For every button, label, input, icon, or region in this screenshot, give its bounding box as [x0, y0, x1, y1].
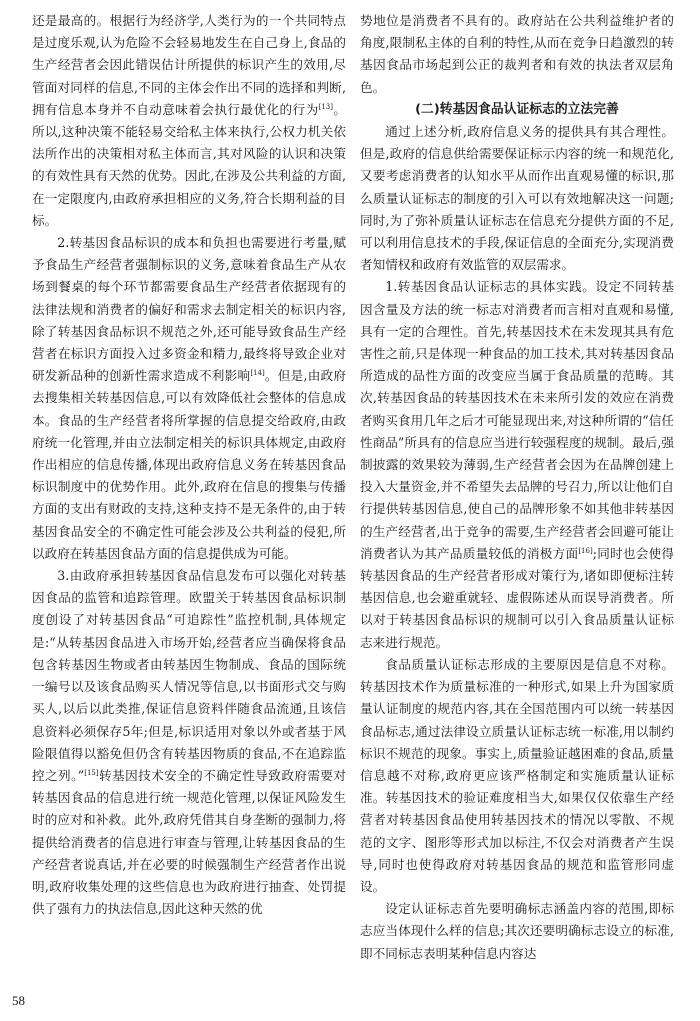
- paragraph: 3.由政府承担转基因食品信息发布可以强化对转基因食品的监管和追踪管理。欧盟关于转基因食品标识制度创设了对转基因食品“可追踪性”监控机制,具体规定是:“从转基因食品进入市场开始,经营者应当确保将食品包含转基因生物或者由转基因生物制成、食品的国际统一编号以及该食品购买人情况等信息,以书面形式交与购买人,以后以此类推,保证信息资料伴随食品流通,且该信息资料必须保存5年;但是,标识适用对象以外或者基于风险限值得以豁免但仍含有转基因物质的食品,不在追踪监控之列。”[15]转基因技术安全的不确定性导致政府需要对转基因食品的信息进行统一规范化管理,以保证风险发生时的应对和补救。此外,政府凭借其自身垄断的强制力,将提供给消费者的信息进行审查与管理,让转基因食品的生产经营者说真话,并在必要的时候强制生产经营者作出说明,政府收集处理的这些信息也为政府进行抽查、处罚提供了强有力的执法信息,因此这种天然的优: [32, 568, 347, 917]
- paragraph: 2.转基因食品标识的成本和负担也需要进行考量,赋予食品生产经营者强制标识的义务,意味着食品生产从农场到餐桌的每个环节都需要食品生产经营者依据现有的法律法规和消费者的偏好和需求去制定相关的标识内容,除了转基因食品标识不规范之外,还可能导致食品生产经营者在标识方面投入过多资金和精力,最终将导致企业对研发新品种的创新性需求造成不利影响[14]。但是,由政府去搜集相关转基因信息,可以有效降低社会整体的信息成本。食品的生产经营者将所掌握的信息提交给政府,由政府统一化管理,并由立法制定相关的标识具体规定,由政府作出相应的信息传播,体现出政府信息义务在转基因食品标识制度中的优势作用。此外,政府在信息的搜集与传播方面的支出有财政的支持,这种支持不是无条件的,由于转基因食品安全的不确定性可能会涉及公共利益的侵犯,所以政府在转基因食品方面的信息提供成为可能。: [32, 235, 346, 561]
- citation-ref: [15]: [84, 768, 99, 777]
- paragraph: 势地位是消费者不具有的。政府站在公共利益维护者的角度,限制私主体的自利的特性,从而在竞争日趋激烈的转基因食品市场起到公正的裁判者和有效的执法者双层角色。: [360, 13, 674, 95]
- right-column: [360, 10, 674, 965]
- paragraph: 食品质量认证标志形成的主要原因是信息不对称。转基因技术作为质量标准的一种形式,如果上升为国家质量认证制度的规范内容,其在全国范围内可以统一转基因食品标志,通过法律设立质量认证标志统一标准,用以制约标识不规范的现象。事实上,质量验证越困难的食品,质量信息越不对称,政府更应该严格制定和实施质量认证标准。转基因技术的验证难度相当大,如果仅仅依靠生产经营者对转基因食品使用转基因技术的情况以零散、不规范的文字、图形等形式加以标注,不仅会对消费者产生误导,同时也使得政府对转基因食品的规范和监管形同虚设。: [360, 656, 674, 894]
- citation-ref: [16]: [578, 546, 593, 555]
- paragraph: 通过上述分析,政府信息义务的提供具有其合理性。但是,政府的信息供给需要保证标示内容的统一和规范化,又要考虑消费者的认知水平从而作出直观易懂的标识,那么质量认证标志的制度的引入可以有效地解决这一问题;同时,为了弥补质量认证标志在信息充分提供方面的不足,可以利用信息技术的手段,保证信息的全面充分,实现消费者知情权和政府有效监管的双层需求。: [360, 124, 674, 273]
- citation-ref: [14]: [250, 369, 265, 378]
- section-heading: (二)转基因食品认证标志的立法完善: [415, 101, 619, 117]
- page-number: 58: [12, 993, 25, 1008]
- paragraph: 还是最高的。根据行为经济学,人类行为的一个共同特点是过度乐观,认为危险不会轻易地发生在自己身上,食品的生产经营者会因此错误估计所提供的标识产生的效用,尽管面对同样的信息,不同的主体会作出不同的选择和判断,拥有信息本身并不自动意味着会执行最优化的行为[13]。所以,这种决策不能轻易交给私主体来执行,公权力机关依法所作出的决策相对私主体而言,其对风险的认识和决策的有效性具有天然的优势。因此,在涉及公共利益的方面,在一定限度内,由政府承担相应的义务,符合长期利益的目标。: [32, 13, 347, 228]
- paragraph: 设定认证标志首先要明确标志涵盖内容的范围,即标志应当体现什么样的信息;其次还要明确标志设立的标准,即不同标志表明某种信息内容达: [360, 901, 674, 961]
- left-column: [32, 10, 346, 920]
- paragraph: 1.转基因食品认证标志的具体实践。设定不同转基因含量及方法的统一标志对消费者而言相对直观和易懂,具有一定的合理性。首先,转基因技术在未发现其具有危害性之前,只是体现一种食品的加工技术,其对转基因食品所造成的品性方面的改变应当属于食品质量的范畴。其次,转基因食品的转基因技术在未来所引发的效应在消费者购买食用几年之后才可能显现出来,对这种所谓的“信任性商品”所具有的信息应当进行较强程度的规制。最后,强制披露的效果较为薄弱,生产经营者会因为在品牌创建上投入大量资金,并不希望失去品牌的号召力,所以让他们自行提供转基因信息,使自己的品牌形象不如其他非转基因的生产经营者,出于竞争的需要,生产经营者会回避可能让消费者认为其产品质量较低的消极方面[16];同时也会使得转基因食品的生产经营者形成对策行为,诸如即便标注转基因信息,也会避重就轻、虚假陈述从而误导消费者。所以对于转基因食品标识的规制可以引入食品质量认证标志来进行规范。: [360, 279, 675, 650]
- citation-ref: [13]: [318, 102, 333, 111]
